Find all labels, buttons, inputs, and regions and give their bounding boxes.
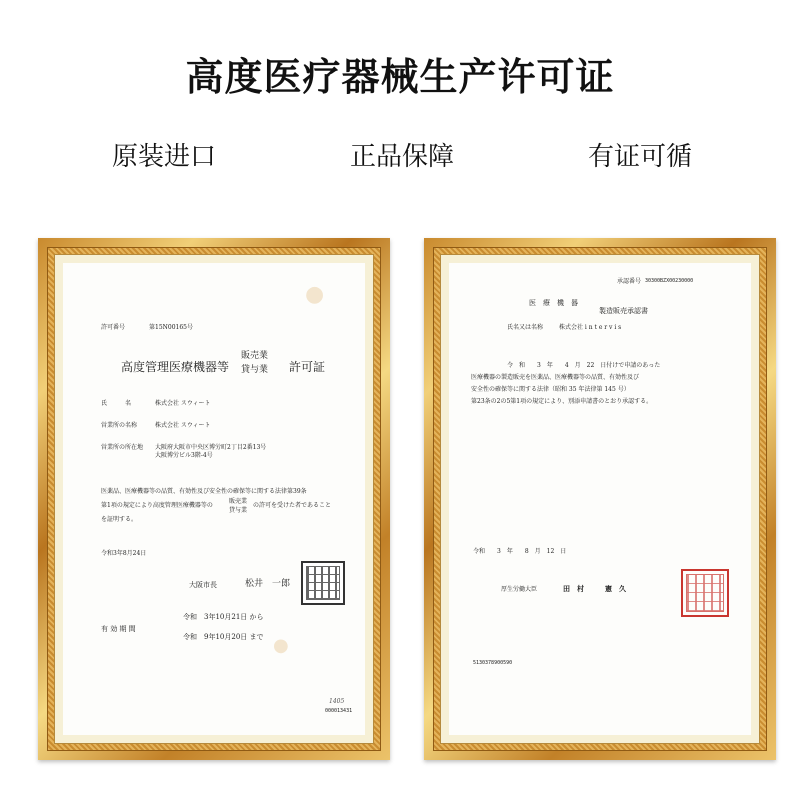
holder-label: 氏名又は名称	[507, 324, 544, 331]
issuer-name: 松井 一郎	[245, 579, 291, 589]
body-line-3: を証明する。	[101, 516, 138, 523]
validity-label: 有 効 期 間	[101, 625, 136, 633]
issue-date: 令和3年8月24日	[101, 550, 147, 557]
serial-number: 000013431	[325, 708, 353, 714]
shop-name-value: 株式会社 スウィート	[155, 422, 211, 429]
body-line-3: 安全性の確保等に関する法律（昭和 35 年法律第 145 号）	[471, 386, 630, 393]
ministry-seal	[681, 569, 729, 617]
issue-date: 令和 3 年 8 月 12 日	[473, 548, 567, 555]
body-line-4: 第23条の2の5第1項の規定により、別添申請書のとおり承認する。	[471, 398, 653, 405]
certificate-heading-main: 高度管理医療機器等	[121, 360, 230, 374]
body-line-2: 医療機器の製造販売を医薬品、医療機器等の品質、有効性及び	[471, 374, 640, 381]
handwritten-note: 1405	[329, 698, 345, 705]
shop-name-label: 営業所の名称	[101, 422, 138, 429]
watermark: ●	[305, 281, 325, 307]
body-stack-top: 販売業	[229, 498, 248, 505]
category: 医 療 機 器	[529, 299, 578, 307]
valid-to: 令和 9年10月20日 まで	[183, 633, 264, 641]
body-line-2a: 第1項の規定により高度管理医療機器等の	[101, 502, 213, 509]
permit-number-value: 第15N00165号	[149, 324, 193, 331]
left-certificate-paper	[63, 263, 365, 735]
serial-number: 5130378900590	[473, 660, 513, 666]
address-label: 営業所の所在地	[101, 444, 144, 451]
tag-authentic-guarantee: 正品保障	[349, 142, 454, 172]
body-stack-bottom: 貸与業	[229, 507, 248, 514]
holder-value: 株式会社 i n t e r v i s	[559, 324, 622, 331]
name-label: 氏 名	[101, 400, 132, 407]
frame-mat	[54, 254, 374, 744]
frame-mat	[440, 254, 760, 744]
official-seal	[301, 561, 345, 605]
approval-number-value: 30300BZX00230000	[645, 278, 694, 284]
issuer-office: 大阪市長	[189, 581, 217, 589]
certificate-heading-end: 許可証	[289, 360, 326, 374]
address-line-1: 大阪府大阪市中央区博労町2丁目2番13号	[155, 444, 267, 451]
body-line-1: 令 和 3 年 4 月 22 日付けで申請のあった	[507, 362, 661, 369]
certificate-heading-stack-bottom: 貸与業	[241, 365, 269, 375]
body-line-2b: の許可を受けた者であること	[253, 502, 332, 509]
page-title: 高度医疗器械生产许可证	[185, 55, 615, 99]
address-line-2: 大阪博労ビル3階-4号	[155, 452, 213, 459]
right-certificate-frame	[424, 238, 776, 760]
body-line-1: 医薬品、医療機器等の品質、有効性及び安全性の確保等に関する法律第39条	[101, 488, 307, 495]
issuer-office: 厚生労働大臣	[501, 586, 538, 593]
certificate-heading-stack-top: 販売業	[241, 351, 269, 361]
left-certificate-frame	[38, 238, 390, 760]
watermark: ●	[273, 635, 289, 656]
approval-number-label: 承認番号	[617, 278, 642, 285]
tag-certified: 有证可循	[587, 142, 692, 172]
permit-number-label: 許可番号	[101, 324, 126, 331]
issuer-name: 田 村 憲 久	[563, 584, 626, 593]
right-certificate-paper	[449, 263, 751, 735]
valid-from: 令和 3年10月21日 から	[183, 613, 264, 621]
name-value: 株式会社 スウィート	[155, 400, 211, 407]
document-type: 製造販売承認書	[599, 307, 648, 315]
tag-original-import: 原装进口	[111, 142, 216, 172]
